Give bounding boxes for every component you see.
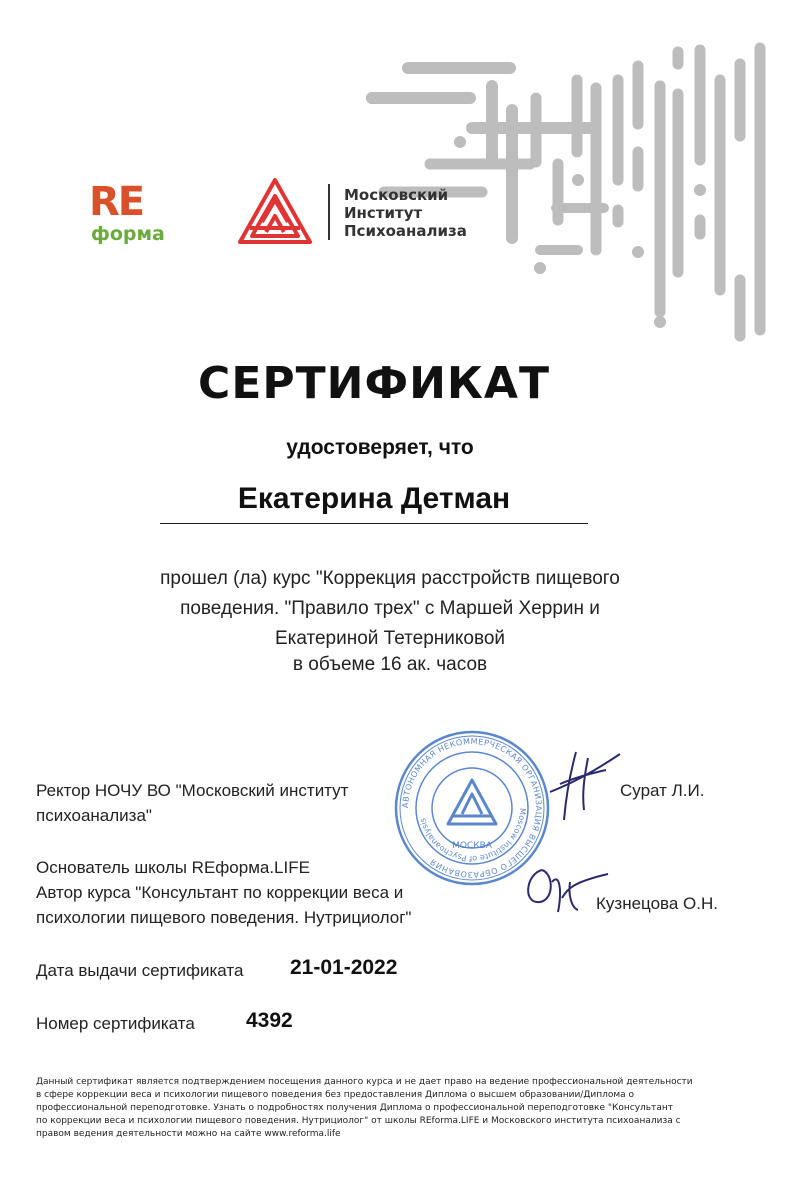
stamp-inner-text: Moscow Institute of Psychoanalysis — [418, 807, 528, 864]
course-line: Екатериной Тетерниковой — [274, 628, 506, 649]
rector-label-line: Ректор НОЧУ ВО "Московский институт — [36, 781, 349, 800]
stamp-outer-text: АВТОНОМНАЯ НЕКОММЕРЧЕСКАЯ ОРГАНИЗАЦИЯ ВЫСШЕГО ОБРАЗОВАНИЯ — [400, 736, 544, 880]
footer-line: по коррекции веса и психологии пищевого поведения. Нутрициолог" от школы REforma.LIFE и Московского института психоанализа с — [36, 1116, 681, 1126]
stamp-city-text: МОСКВА — [452, 841, 492, 851]
reforma-logo — [85, 179, 180, 252]
institute-name-line: Московский — [344, 186, 449, 204]
footer-disclaimer — [36, 1076, 756, 1141]
founder-label — [36, 855, 411, 930]
reforma-logo-top: RE — [89, 179, 144, 225]
rector-signature — [540, 744, 630, 824]
course-line: поведения. "Правило трех" с Маршей Херрин и — [180, 598, 600, 619]
footer-line: профессиональной переподготовке. Узнать о подробностях получения Диплома о профессиональной переподготовке "Консультант — [36, 1103, 673, 1113]
founder-label-line: психологии пищевого поведения. Нутрициолог" — [36, 908, 412, 927]
reforma-logo-bottom: форма — [91, 223, 165, 245]
footer-line: в сфере коррекции веса и психологии пищевого поведения без предоставления Диплома о высшем образовании/Диплома о — [36, 1090, 635, 1100]
rector-name: Сурат Л.И. — [620, 781, 705, 800]
footer-line: Данный сертификат является подтверждением посещения данного курса и не дает право на ведение профессиональной деятельности — [36, 1077, 693, 1087]
founder-label-line: Автор курса "Консультант по коррекции веса и — [36, 883, 404, 902]
issue-date-value: 21-01-2022 — [290, 956, 398, 979]
institute-name-line: Институт — [344, 204, 423, 222]
course-description — [60, 564, 720, 654]
institute-name — [344, 186, 467, 240]
recipient-name: Екатерина Детман — [237, 482, 511, 515]
rector-label-line: психоанализа" — [36, 806, 152, 825]
recipient-underline — [160, 523, 588, 524]
certificate-subtitle: удостоверяет, что — [286, 436, 474, 459]
institute-logo-icon — [236, 176, 314, 248]
issue-date-label: Дата выдачи сертификата — [36, 961, 244, 980]
course-line: прошел (ла) курс "Коррекция расстройств пищевого — [160, 568, 620, 589]
institute-name-line: Психоанализа — [344, 222, 467, 240]
certificate-number-label: Номер сертификата — [36, 1014, 195, 1033]
certificate-title: СЕРТИФИКАТ — [198, 358, 550, 409]
founder-label-line: Основатель школы REформа.LIFE — [36, 858, 310, 877]
logo-divider — [328, 184, 330, 240]
founder-name: Кузнецова О.Н. — [596, 894, 719, 913]
course-hours: в объеме 16 ак. часов — [292, 654, 488, 675]
rector-label — [36, 778, 348, 828]
certificate-number-value: 4392 — [246, 1009, 293, 1032]
footer-line: правом ведения деятельности можно на сайте www.reforma.life — [36, 1129, 341, 1139]
